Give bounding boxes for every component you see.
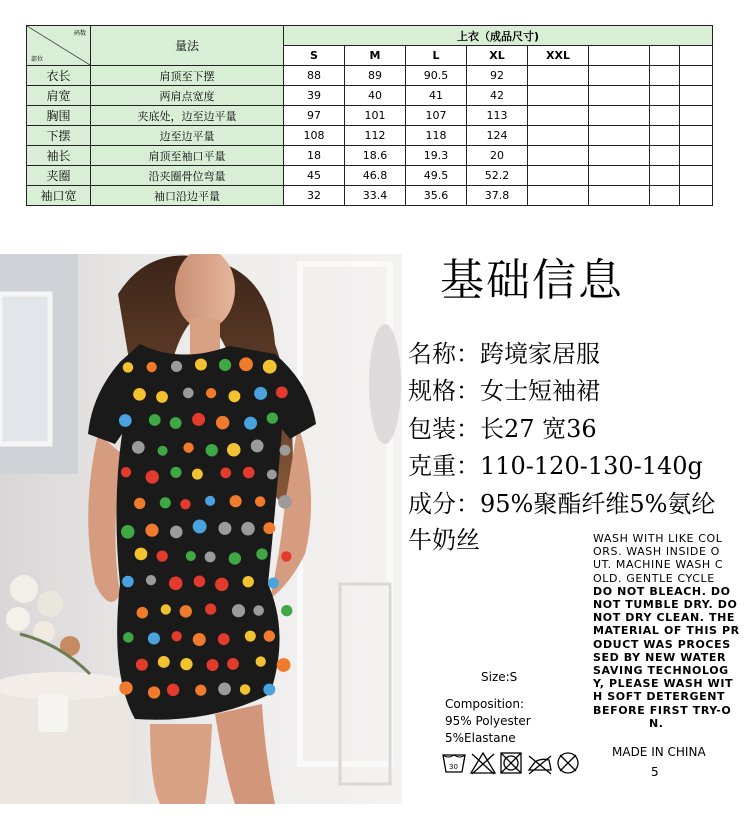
wash-line: SAVING TECHNOLOG	[593, 664, 729, 678]
made-in-label: MADE IN CHINA	[612, 745, 706, 759]
empty-cell	[528, 126, 589, 146]
empty-cell	[650, 186, 680, 206]
wash-line: WASH WITH LIKE COL	[593, 532, 723, 545]
dress-dot	[206, 444, 218, 456]
dress-dot	[167, 684, 179, 696]
method-header: 量法	[91, 26, 284, 66]
empty-cell	[528, 106, 589, 126]
size-header: XL	[467, 46, 528, 66]
dress-dot	[206, 388, 216, 398]
dress-dot	[133, 388, 146, 401]
dress-dot	[158, 446, 168, 456]
info-name: 名称：跨境家居服	[408, 340, 600, 368]
empty-cell	[650, 106, 680, 126]
empty-cell	[680, 66, 713, 86]
empty-cell	[589, 106, 650, 126]
method-cell: 两肩点宽度	[91, 86, 284, 106]
dress-dot	[240, 684, 250, 694]
dress-dot	[276, 386, 288, 398]
wash-line: ODUCT WAS PROCES	[593, 637, 731, 651]
dress-dot	[218, 522, 231, 535]
dress-dot	[227, 658, 239, 670]
dress-dot	[132, 441, 145, 454]
dress-dot	[277, 658, 291, 672]
value-cell: 39	[284, 86, 345, 106]
table-row	[27, 106, 713, 126]
dress-dot	[121, 467, 131, 477]
value-cell: 19.3	[406, 146, 467, 166]
value-cell: 89	[345, 66, 406, 86]
dress-dot	[193, 520, 207, 534]
wash-line: DO NOT BLEACH. DO	[593, 584, 731, 598]
dress-dot	[218, 682, 231, 695]
empty-cell	[650, 86, 680, 106]
value-cell: 92	[467, 66, 528, 86]
empty-cell	[650, 66, 680, 86]
wash-line: H SOFT DETERGENT	[593, 690, 726, 704]
method-cell: 肩顶至下摆	[91, 66, 284, 86]
dress-dot	[170, 467, 181, 478]
value-cell: 108	[284, 126, 345, 146]
value-cell: 37.8	[467, 186, 528, 206]
value-cell: 45	[284, 166, 345, 186]
dress-dot	[205, 496, 215, 506]
table-corner-cell	[27, 26, 91, 66]
empty-cell	[680, 186, 713, 206]
group-header: 上衣（成品尺寸)	[284, 26, 713, 46]
dress-dot	[263, 684, 275, 696]
dress-dot	[170, 417, 182, 429]
dress-dot	[281, 551, 291, 561]
dress-dot	[263, 522, 275, 534]
size-table	[26, 25, 713, 206]
dress-dot	[229, 552, 241, 564]
dress-dot	[134, 498, 145, 509]
value-cell: 118	[406, 126, 467, 146]
empty-cell	[680, 86, 713, 106]
value-cell: 40	[345, 86, 406, 106]
wash-line: MATERIAL OF THIS PR	[593, 624, 740, 638]
dress-dot	[280, 445, 291, 456]
label-code: 5	[651, 765, 659, 779]
value-cell: 49.5	[406, 166, 467, 186]
part-cell: 胸围	[27, 106, 91, 126]
dress-dot	[263, 360, 277, 374]
dress-dot	[194, 576, 206, 588]
care-icons	[441, 750, 581, 776]
wash-line: SED BY NEW WATER	[593, 650, 727, 664]
dress-dot	[149, 414, 161, 426]
wash-line: ORS. WASH INSIDE O	[593, 545, 720, 559]
no-iron-icon	[529, 756, 551, 774]
dress-dot	[243, 467, 255, 479]
dress-dot	[205, 603, 216, 614]
dress-dot	[251, 440, 264, 453]
value-cell: 52.2	[467, 166, 528, 186]
value-cell: 32	[284, 186, 345, 206]
dress-dot	[220, 467, 231, 478]
dress-dot	[169, 577, 183, 591]
size-header: L	[406, 46, 467, 66]
value-cell: 124	[467, 126, 528, 146]
empty-cell	[680, 46, 713, 66]
dress-dot	[253, 605, 264, 616]
dress-dot	[161, 604, 171, 614]
dress-dot	[216, 416, 229, 429]
dress-dot	[267, 412, 278, 423]
dress-dot	[227, 443, 241, 457]
empty-cell	[650, 126, 680, 146]
size-header: XXL	[528, 46, 589, 66]
info-composition-cont: 牛奶丝	[408, 526, 480, 554]
value-cell: 90.5	[406, 66, 467, 86]
composition-elastane: 5%Elastane	[445, 731, 516, 745]
no-bleach-icon	[471, 753, 495, 774]
value-cell: 97	[284, 106, 345, 126]
value-cell: 112	[345, 126, 406, 146]
empty-cell	[589, 86, 650, 106]
dress-dot	[254, 387, 267, 400]
info-composition: 成分：95%聚酯纤维5%氨纶	[408, 490, 716, 518]
dress-dot	[243, 576, 254, 587]
part-cell: 袖口宽	[27, 186, 91, 206]
table-row	[27, 66, 713, 86]
dress-dot	[146, 575, 156, 585]
part-cell: 肩宽	[27, 86, 91, 106]
dress-dot	[278, 495, 292, 509]
empty-cell	[589, 146, 650, 166]
dress-dot	[136, 659, 148, 671]
wash-line: UT. MACHINE WASH C	[593, 558, 724, 572]
dress-dot	[245, 631, 256, 642]
value-cell: 20	[467, 146, 528, 166]
size-header: M	[345, 46, 406, 66]
empty-cell	[589, 46, 650, 66]
size-label: Size:S	[481, 670, 518, 684]
method-cell: 袖口沿边平量	[91, 186, 284, 206]
value-cell: 42	[467, 86, 528, 106]
wash-line: BEFORE FIRST TRY-O	[593, 703, 732, 717]
dress-dot	[119, 681, 132, 694]
value-cell: 33.4	[345, 186, 406, 206]
value-cell: 46.8	[345, 166, 406, 186]
dress-dot	[195, 685, 206, 696]
value-cell: 35.6	[406, 186, 467, 206]
corner-part-label: 部位	[31, 56, 44, 63]
dress-dot	[145, 524, 158, 537]
dress-dot	[195, 358, 207, 370]
no-dry-clean-icon	[558, 753, 578, 773]
empty-cell	[528, 86, 589, 106]
wash-line: Y, PLEASE WASH WIT	[593, 677, 734, 691]
dress-dot	[123, 362, 133, 372]
dress-dot	[121, 525, 135, 539]
method-cell: 夹底处，边至边平量	[91, 106, 284, 126]
dress-dot	[228, 390, 240, 402]
wash-line: NOT TUMBLE DRY. DO	[593, 598, 738, 612]
empty-cell	[650, 166, 680, 186]
dress-dot	[230, 495, 242, 507]
empty-cell	[589, 126, 650, 146]
value-cell: 18.6	[345, 146, 406, 166]
dress-dot	[156, 391, 168, 403]
dress-dot	[157, 551, 168, 562]
dress-dot	[183, 388, 194, 399]
table-row	[27, 146, 713, 166]
part-cell: 下摆	[27, 126, 91, 146]
empty-cell	[528, 66, 589, 86]
dress-dot	[207, 659, 219, 671]
dress-dot	[147, 362, 157, 372]
empty-cell	[650, 146, 680, 166]
dress-dot	[241, 522, 255, 536]
wash-temp-text: 30	[449, 763, 458, 771]
wash-instructions	[593, 532, 743, 730]
dress-dot	[158, 656, 170, 668]
info-weight: 克重：110-120-130-140g	[408, 452, 703, 480]
empty-cell	[680, 126, 713, 146]
empty-cell	[650, 46, 680, 66]
dress-dot	[205, 551, 216, 562]
empty-cell	[589, 166, 650, 186]
dress-dot	[192, 413, 205, 426]
method-cell: 边至边平量	[91, 126, 284, 146]
empty-cell	[680, 106, 713, 126]
dress-dot	[256, 656, 266, 666]
dress-dot	[192, 469, 203, 480]
dress-dot	[193, 633, 206, 646]
empty-cell	[528, 166, 589, 186]
dress-dot	[171, 631, 181, 641]
dress-dot	[148, 686, 160, 698]
dress-dot	[146, 470, 159, 483]
table-row	[27, 166, 713, 186]
dress-dot	[137, 607, 149, 619]
no-tumble-dry-icon	[501, 753, 521, 773]
dress-dot	[119, 414, 132, 427]
info-spec: 规格：女士短袖裙	[408, 377, 600, 405]
info-pack: 包装：长27 宽36	[408, 415, 597, 443]
part-cell: 袖长	[27, 146, 91, 166]
value-cell: 107	[406, 106, 467, 126]
empty-cell	[589, 186, 650, 206]
dress-dot	[180, 658, 192, 670]
empty-cell	[680, 166, 713, 186]
dress-dot	[186, 551, 196, 561]
composition-title: Composition:	[445, 697, 524, 711]
dress-dot	[148, 632, 160, 644]
dress-dot	[239, 357, 253, 371]
corner-size-label: 码数	[73, 30, 86, 37]
method-cell: 沿夹圈骨位弯量	[91, 166, 284, 186]
dress-dot	[281, 605, 292, 616]
wash-30-icon	[443, 755, 465, 772]
empty-cell	[528, 186, 589, 206]
dress-dot	[180, 499, 190, 509]
empty-cell	[589, 66, 650, 86]
value-cell: 41	[406, 86, 467, 106]
dress-dot	[256, 548, 267, 559]
dress-dot	[267, 469, 277, 479]
empty-cell	[528, 146, 589, 166]
product-photo	[0, 254, 402, 804]
dress-dot	[255, 496, 265, 506]
wash-line: OLD. GENTLE CYCLE	[593, 571, 715, 585]
size-header: S	[284, 46, 345, 66]
info-title: 基础信息	[440, 255, 624, 306]
value-cell: 113	[467, 106, 528, 126]
table-row	[27, 86, 713, 106]
composition-polyester: 95% Polyester	[445, 714, 531, 728]
dress-dot	[218, 633, 230, 645]
dress-dot	[160, 497, 171, 508]
table-row	[27, 186, 713, 206]
dress-dot	[268, 577, 279, 588]
part-cell: 夹圈	[27, 166, 91, 186]
value-cell: 101	[345, 106, 406, 126]
dress-dot	[244, 417, 257, 430]
table-row	[27, 126, 713, 146]
dress-dot	[122, 576, 134, 588]
dress-dot	[135, 548, 148, 561]
dress-dot	[170, 526, 183, 539]
dress-dot	[183, 442, 193, 452]
value-cell: 88	[284, 66, 345, 86]
dress-dot	[264, 630, 275, 641]
dress-dot	[219, 359, 231, 371]
wash-line: NOT DRY CLEAN. THE	[593, 611, 736, 625]
part-cell: 衣长	[27, 66, 91, 86]
dress-dot	[180, 605, 192, 617]
empty-cell	[680, 146, 713, 166]
dress-dot	[215, 578, 228, 591]
dress-dot	[171, 361, 182, 372]
method-cell: 肩顶至袖口平量	[91, 146, 284, 166]
wash-line: N.	[649, 716, 664, 730]
dress-dot	[232, 604, 245, 617]
dress-dot	[123, 632, 133, 642]
value-cell: 18	[284, 146, 345, 166]
